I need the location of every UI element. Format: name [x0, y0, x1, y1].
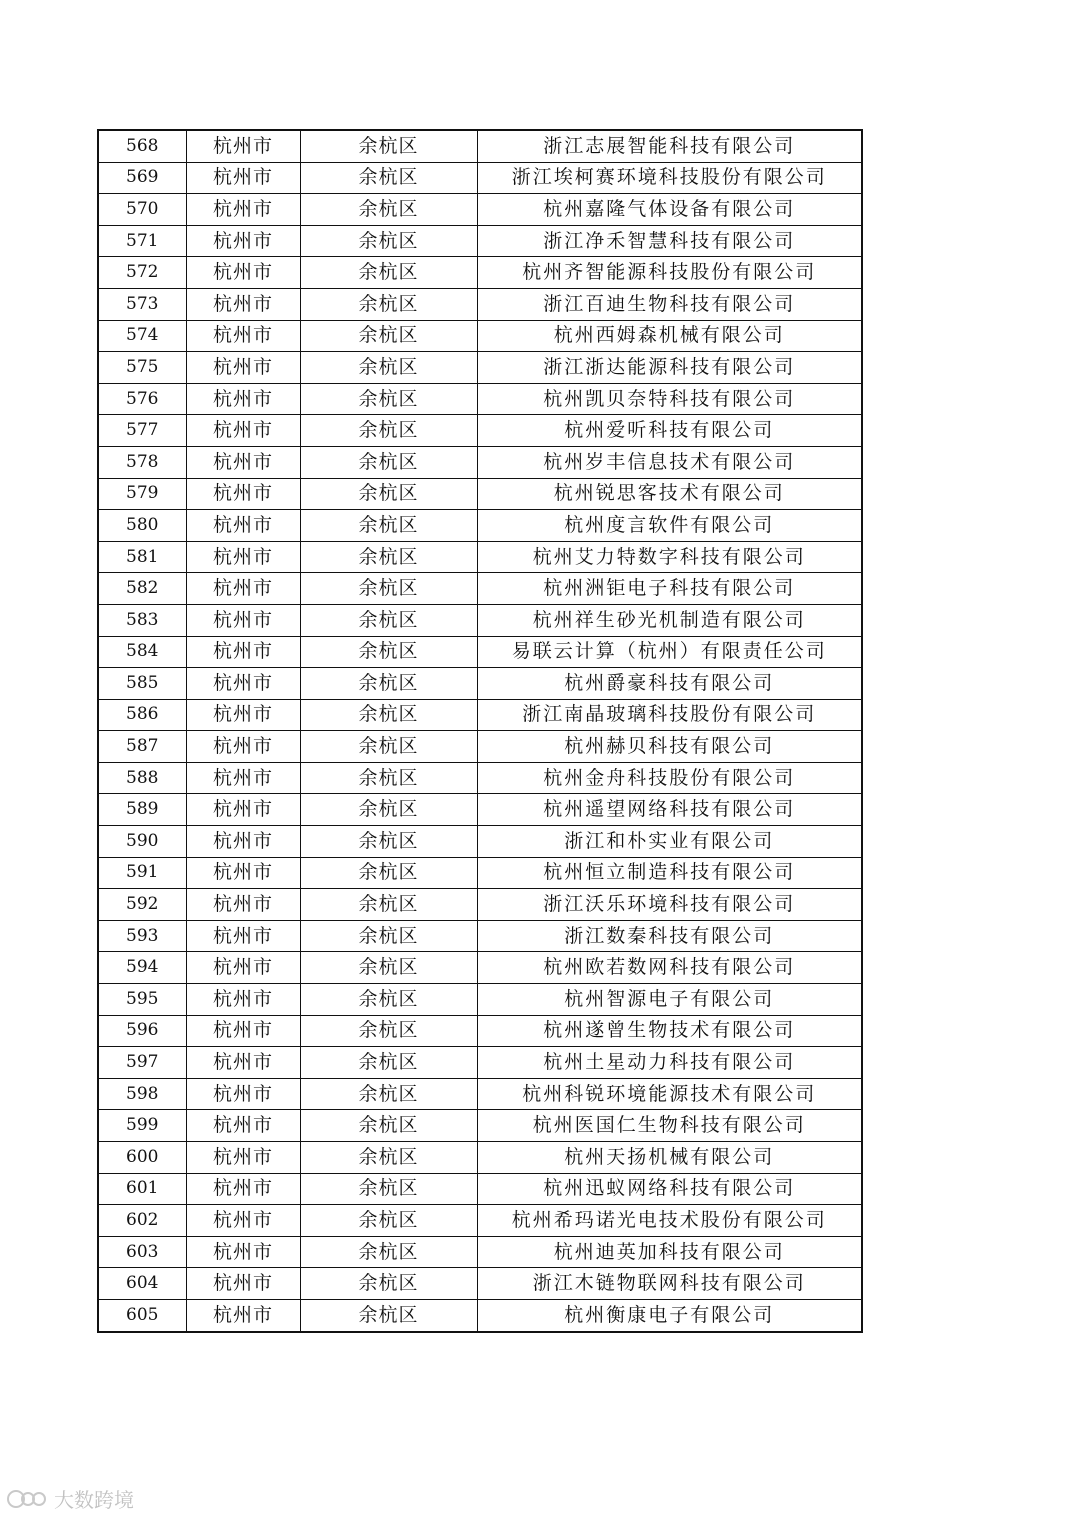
row-number: 589: [98, 794, 186, 826]
row-company-name: 浙江数秦科技有限公司: [477, 920, 862, 952]
table-row: [98, 1047, 862, 1079]
row-city: 杭州市: [186, 510, 300, 542]
table-row: [98, 668, 862, 700]
watermark: [6, 1484, 134, 1513]
row-district: 余杭区: [300, 668, 477, 700]
table-row: [98, 162, 862, 194]
table-row: [98, 320, 862, 352]
table-row: [98, 1110, 862, 1142]
company-list-table: [97, 129, 863, 1333]
row-company-name: 杭州遥望网络科技有限公司: [477, 794, 862, 826]
row-district: 余杭区: [300, 541, 477, 573]
row-number: 587: [98, 731, 186, 763]
row-district: 余杭区: [300, 699, 477, 731]
row-number: 574: [98, 320, 186, 352]
table-row: [98, 1015, 862, 1047]
row-company-name: 杭州智源电子有限公司: [477, 984, 862, 1016]
table-row: [98, 826, 862, 858]
row-city: 杭州市: [186, 1268, 300, 1300]
row-company-name: 杭州衡康电子有限公司: [477, 1299, 862, 1331]
table-row: [98, 762, 862, 794]
row-company-name: 易联云计算（杭州）有限责任公司: [477, 636, 862, 668]
row-number: 583: [98, 604, 186, 636]
table-row: [98, 130, 862, 162]
row-district: 余杭区: [300, 383, 477, 415]
row-district: 余杭区: [300, 731, 477, 763]
table-row: [98, 225, 862, 257]
row-company-name: 浙江浙达能源科技有限公司: [477, 352, 862, 384]
row-company-name: 杭州欧若数网科技有限公司: [477, 952, 862, 984]
row-city: 杭州市: [186, 478, 300, 510]
table-row: [98, 510, 862, 542]
row-city: 杭州市: [186, 604, 300, 636]
row-number: 593: [98, 920, 186, 952]
row-number: 572: [98, 257, 186, 289]
logo-icon: [6, 1487, 50, 1511]
row-number: 580: [98, 510, 186, 542]
table-row: [98, 636, 862, 668]
row-company-name: 浙江沃乐环境科技有限公司: [477, 889, 862, 921]
table-row: [98, 288, 862, 320]
row-company-name: 浙江南晶玻璃科技股份有限公司: [477, 699, 862, 731]
row-company-name: 杭州希玛诺光电技术股份有限公司: [477, 1205, 862, 1237]
row-company-name: 杭州洲钜电子科技有限公司: [477, 573, 862, 605]
row-district: 余杭区: [300, 889, 477, 921]
table-row: [98, 415, 862, 447]
row-district: 余杭区: [300, 225, 477, 257]
table-row: [98, 952, 862, 984]
row-company-name: 杭州锐思客技术有限公司: [477, 478, 862, 510]
row-company-name: 杭州凯贝奈特科技有限公司: [477, 383, 862, 415]
row-number: 588: [98, 762, 186, 794]
row-city: 杭州市: [186, 668, 300, 700]
row-number: 604: [98, 1268, 186, 1300]
row-number: 597: [98, 1047, 186, 1079]
row-company-name: 杭州土星动力科技有限公司: [477, 1047, 862, 1079]
row-number: 594: [98, 952, 186, 984]
row-company-name: 浙江埃柯赛环境科技股份有限公司: [477, 162, 862, 194]
row-city: 杭州市: [186, 415, 300, 447]
row-number: 573: [98, 288, 186, 320]
table-row: [98, 1236, 862, 1268]
row-number: 605: [98, 1299, 186, 1331]
row-number: 571: [98, 225, 186, 257]
row-company-name: 杭州医国仁生物科技有限公司: [477, 1110, 862, 1142]
row-district: 余杭区: [300, 446, 477, 478]
table-row: [98, 889, 862, 921]
row-company-name: 杭州度言软件有限公司: [477, 510, 862, 542]
table-row: [98, 699, 862, 731]
row-city: 杭州市: [186, 1078, 300, 1110]
row-city: 杭州市: [186, 1110, 300, 1142]
table-row: [98, 920, 862, 952]
row-company-name: 杭州西姆森机械有限公司: [477, 320, 862, 352]
row-company-name: 浙江志展智能科技有限公司: [477, 130, 862, 162]
row-city: 杭州市: [186, 1236, 300, 1268]
row-city: 杭州市: [186, 257, 300, 289]
row-city: 杭州市: [186, 573, 300, 605]
row-district: 余杭区: [300, 1015, 477, 1047]
row-number: 591: [98, 857, 186, 889]
row-company-name: 浙江百迪生物科技有限公司: [477, 288, 862, 320]
row-district: 余杭区: [300, 920, 477, 952]
row-district: 余杭区: [300, 794, 477, 826]
row-company-name: 杭州赫贝科技有限公司: [477, 731, 862, 763]
table-row: [98, 1268, 862, 1300]
row-district: 余杭区: [300, 478, 477, 510]
row-district: 余杭区: [300, 1047, 477, 1079]
row-number: 568: [98, 130, 186, 162]
row-district: 余杭区: [300, 352, 477, 384]
row-district: 余杭区: [300, 320, 477, 352]
row-number: 584: [98, 636, 186, 668]
row-company-name: 杭州岁丰信息技术有限公司: [477, 446, 862, 478]
row-city: 杭州市: [186, 225, 300, 257]
table-row: [98, 731, 862, 763]
table-row: [98, 1299, 862, 1331]
row-number: 598: [98, 1078, 186, 1110]
row-number: 586: [98, 699, 186, 731]
row-number: 582: [98, 573, 186, 605]
row-company-name: 杭州爱听科技有限公司: [477, 415, 862, 447]
row-city: 杭州市: [186, 446, 300, 478]
row-district: 余杭区: [300, 194, 477, 226]
row-district: 余杭区: [300, 826, 477, 858]
table-row: [98, 352, 862, 384]
row-company-name: 浙江净禾智慧科技有限公司: [477, 225, 862, 257]
row-company-name: 浙江木链物联网科技有限公司: [477, 1268, 862, 1300]
row-district: 余杭区: [300, 1173, 477, 1205]
row-district: 余杭区: [300, 984, 477, 1016]
row-number: 600: [98, 1142, 186, 1174]
row-district: 余杭区: [300, 130, 477, 162]
row-number: 599: [98, 1110, 186, 1142]
table-row: [98, 257, 862, 289]
table-row: [98, 604, 862, 636]
row-city: 杭州市: [186, 194, 300, 226]
row-city: 杭州市: [186, 320, 300, 352]
table-row: [98, 478, 862, 510]
row-city: 杭州市: [186, 1047, 300, 1079]
row-city: 杭州市: [186, 699, 300, 731]
row-district: 余杭区: [300, 257, 477, 289]
row-city: 杭州市: [186, 889, 300, 921]
table-row: [98, 1205, 862, 1237]
row-company-name: 杭州科锐环境能源技术有限公司: [477, 1078, 862, 1110]
row-number: 575: [98, 352, 186, 384]
row-number: 569: [98, 162, 186, 194]
row-number: 592: [98, 889, 186, 921]
row-company-name: 杭州金舟科技股份有限公司: [477, 762, 862, 794]
table-row: [98, 984, 862, 1016]
row-number: 578: [98, 446, 186, 478]
row-number: 581: [98, 541, 186, 573]
row-district: 余杭区: [300, 1205, 477, 1237]
row-number: 579: [98, 478, 186, 510]
row-city: 杭州市: [186, 794, 300, 826]
row-city: 杭州市: [186, 731, 300, 763]
table-row: [98, 1078, 862, 1110]
table-row: [98, 857, 862, 889]
row-number: 596: [98, 1015, 186, 1047]
table-row: [98, 446, 862, 478]
row-company-name: 杭州恒立制造科技有限公司: [477, 857, 862, 889]
table-row: [98, 573, 862, 605]
row-number: 595: [98, 984, 186, 1016]
watermark-text: 大数跨境: [54, 1488, 134, 1512]
row-number: 590: [98, 826, 186, 858]
table-row: [98, 383, 862, 415]
row-city: 杭州市: [186, 1299, 300, 1331]
row-city: 杭州市: [186, 1173, 300, 1205]
row-city: 杭州市: [186, 383, 300, 415]
row-company-name: 杭州祥生砂光机制造有限公司: [477, 604, 862, 636]
row-city: 杭州市: [186, 762, 300, 794]
row-city: 杭州市: [186, 288, 300, 320]
row-city: 杭州市: [186, 541, 300, 573]
table-row: [98, 541, 862, 573]
table-row: [98, 1142, 862, 1174]
row-district: 余杭区: [300, 762, 477, 794]
row-city: 杭州市: [186, 1142, 300, 1174]
row-district: 余杭区: [300, 604, 477, 636]
row-district: 余杭区: [300, 1268, 477, 1300]
row-district: 余杭区: [300, 1078, 477, 1110]
row-company-name: 杭州天扬机械有限公司: [477, 1142, 862, 1174]
table-body: [98, 130, 862, 1332]
row-number: 601: [98, 1173, 186, 1205]
row-city: 杭州市: [186, 1205, 300, 1237]
row-number: 577: [98, 415, 186, 447]
row-company-name: 杭州遂曾生物技术有限公司: [477, 1015, 862, 1047]
row-number: 570: [98, 194, 186, 226]
row-number: 585: [98, 668, 186, 700]
table-row: [98, 194, 862, 226]
row-district: 余杭区: [300, 857, 477, 889]
row-district: 余杭区: [300, 415, 477, 447]
row-district: 余杭区: [300, 510, 477, 542]
row-city: 杭州市: [186, 826, 300, 858]
row-city: 杭州市: [186, 352, 300, 384]
row-city: 杭州市: [186, 636, 300, 668]
row-city: 杭州市: [186, 857, 300, 889]
row-district: 余杭区: [300, 1110, 477, 1142]
row-city: 杭州市: [186, 984, 300, 1016]
row-company-name: 杭州艾力特数字科技有限公司: [477, 541, 862, 573]
row-district: 余杭区: [300, 1299, 477, 1331]
row-company-name: 杭州嘉隆气体设备有限公司: [477, 194, 862, 226]
row-number: 602: [98, 1205, 186, 1237]
table-row: [98, 794, 862, 826]
row-district: 余杭区: [300, 162, 477, 194]
row-district: 余杭区: [300, 636, 477, 668]
row-company-name: 杭州爵豪科技有限公司: [477, 668, 862, 700]
row-district: 余杭区: [300, 573, 477, 605]
row-company-name: 杭州齐智能源科技股份有限公司: [477, 257, 862, 289]
row-district: 余杭区: [300, 1236, 477, 1268]
row-number: 576: [98, 383, 186, 415]
row-district: 余杭区: [300, 952, 477, 984]
row-company-name: 杭州迪英加科技有限公司: [477, 1236, 862, 1268]
row-company-name: 浙江和朴实业有限公司: [477, 826, 862, 858]
row-city: 杭州市: [186, 952, 300, 984]
row-city: 杭州市: [186, 130, 300, 162]
row-number: 603: [98, 1236, 186, 1268]
row-city: 杭州市: [186, 162, 300, 194]
row-city: 杭州市: [186, 1015, 300, 1047]
row-company-name: 杭州迅蚁网络科技有限公司: [477, 1173, 862, 1205]
row-district: 余杭区: [300, 1142, 477, 1174]
row-city: 杭州市: [186, 920, 300, 952]
row-district: 余杭区: [300, 288, 477, 320]
table-row: [98, 1173, 862, 1205]
